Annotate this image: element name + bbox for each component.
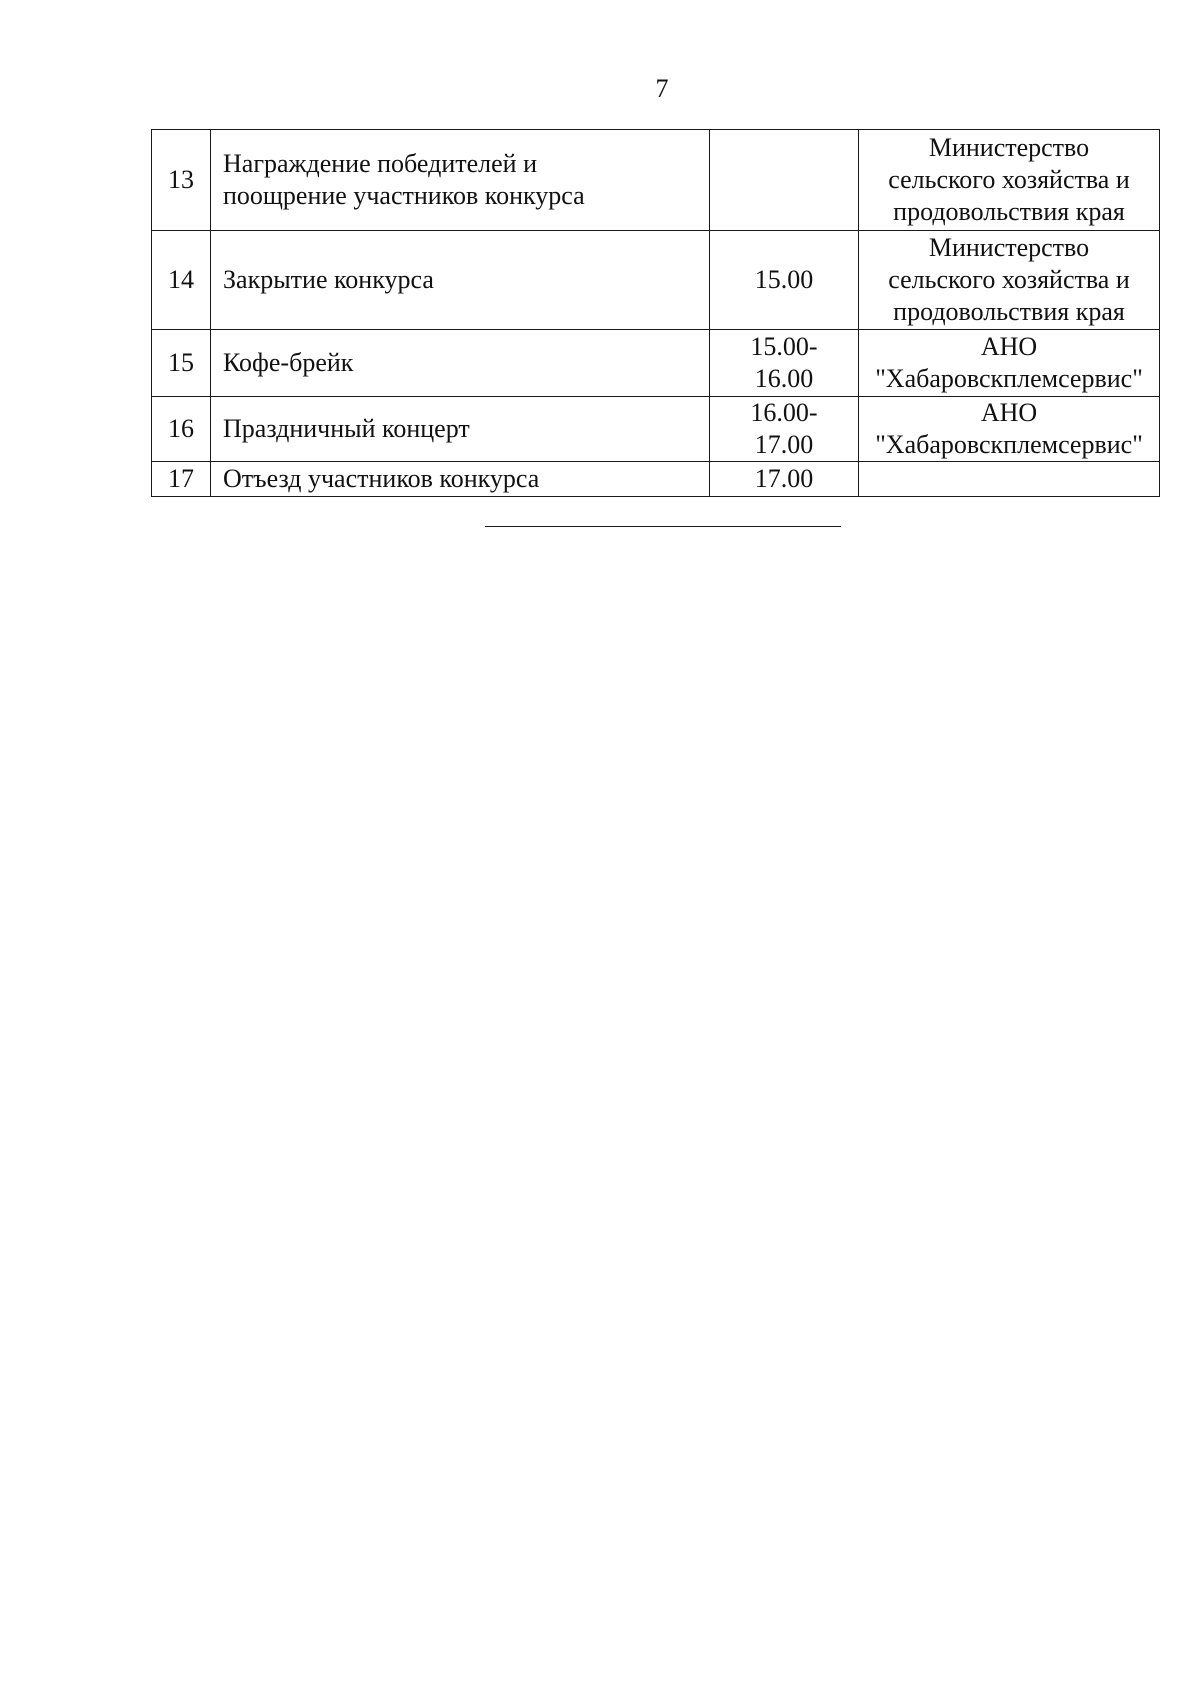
responsible-text-line: продовольствия края — [893, 297, 1125, 326]
row-number-cell: 17 — [152, 462, 211, 497]
event-text-line: Отъезд участников конкурса — [223, 464, 540, 493]
row-number-cell: 16 — [152, 397, 211, 462]
event-text-line: поощрение участников конкурса — [223, 181, 585, 210]
responsible-cell — [859, 397, 1160, 462]
event-cell — [211, 330, 710, 397]
time-text-line: 16.00- — [750, 398, 818, 427]
event-text-line: Кофе-брейк — [223, 348, 354, 377]
responsible-text-line: Министерство — [928, 233, 1090, 262]
responsible-text-line: "Хабаровскплемсервис" — [875, 364, 1143, 393]
responsible-text-line: сельского хозяйства и — [888, 165, 1130, 194]
responsible-cell — [859, 462, 1160, 497]
row-number-cell: 13 — [152, 130, 211, 231]
schedule-table — [151, 129, 1160, 497]
time-text-line: 15.00- — [750, 332, 818, 361]
responsible-text-line: АНО — [980, 332, 1038, 361]
event-cell — [211, 231, 710, 330]
event-text-line: Закрытие конкурса — [223, 265, 434, 294]
time-text-line: 17.00 — [754, 464, 814, 493]
responsible-text-line: Министерство — [928, 133, 1090, 162]
responsible-cell — [859, 330, 1160, 397]
table-row — [152, 330, 1160, 397]
row-number-cell: 15 — [152, 330, 211, 397]
end-of-document-rule — [485, 526, 841, 527]
time-cell — [710, 231, 859, 330]
time-text-line: 16.00 — [754, 364, 814, 393]
event-cell — [211, 462, 710, 497]
responsible-cell — [859, 231, 1160, 330]
event-cell — [211, 397, 710, 462]
responsible-text-line: продовольствия края — [893, 197, 1125, 226]
event-cell — [211, 130, 710, 231]
time-cell — [710, 397, 859, 462]
table-row — [152, 462, 1160, 497]
table-row — [152, 397, 1160, 462]
event-text-line: Награждение победителей и — [223, 149, 538, 178]
time-cell — [710, 330, 859, 397]
row-number-cell: 14 — [152, 231, 211, 330]
page-number: 7 — [655, 74, 669, 103]
responsible-text-line: сельского хозяйства и — [888, 265, 1130, 294]
responsible-cell — [859, 130, 1160, 231]
table-row — [152, 130, 1160, 231]
time-text-line: 15.00 — [754, 265, 814, 294]
event-text-line: Праздничный концерт — [223, 414, 470, 443]
time-cell — [710, 130, 859, 231]
time-text-line: 17.00 — [754, 430, 814, 459]
responsible-text-line: "Хабаровскплемсервис" — [875, 430, 1143, 459]
table-row — [152, 231, 1160, 330]
responsible-text-line: АНО — [980, 398, 1038, 427]
time-cell — [710, 462, 859, 497]
